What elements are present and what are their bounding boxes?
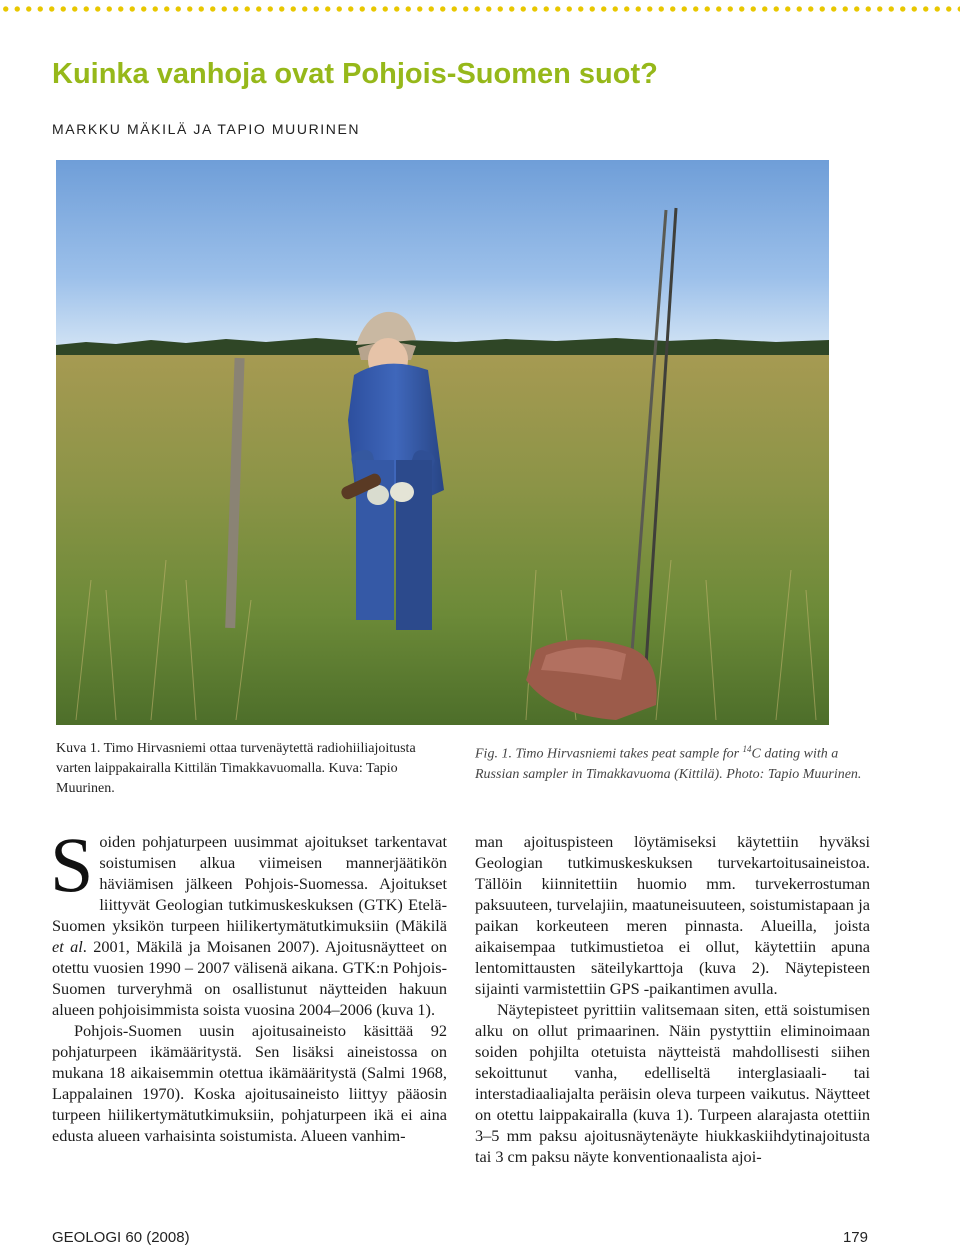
figure-photo: [56, 160, 829, 725]
paragraph-2: Pohjois-Suomen uusin ajoitusaineisto käsittää 92 pohjaturpeen ikämääritystä. Sen lisäksi aineistossa on mukana 18 aikaisemmin otettua ikämääritystä (Salmi 1968, Lappalainen 1970). Koska ajoitusaineisto liittyy pääosin turpeen hiilikertymätutkimuksiin, pohjaturpeen ikä ei aina edusta alueen varhaisinta soistumista. Alueen vanhim-: [52, 1021, 447, 1145]
dropcap-letter: S: [50, 821, 94, 908]
caption-en-superscript: 14: [742, 744, 752, 754]
journal-name: GEOLOGI 60 (2008): [52, 1229, 190, 1246]
paragraph-1: [50, 821, 448, 1020]
citation-et-al: et al: [52, 937, 83, 956]
figure-caption-finnish: Kuva 1. Timo Hirvasniemi ottaa turvenäytettä radiohiiliajoitusta varten laippakairalla Kittilän Timakkavuomalla. Kuva: Tapio Muurinen.: [56, 741, 416, 796]
peatland-photo-icon: [56, 160, 829, 725]
paragraph-1-text-a: oiden pohjaturpeen uusimmat ajoitukset tarkentavat soistumisen alkua viimeisen mannerjäätikön häviämisen jälkeen Pohjois-Suomessa. Ajoitukset liittyvät Geologian tutkimuskeskuksen (GTK) Etelä-Suomen yksikön turpeen hiilikertymätutkimuksiin (Mäkilä: [52, 832, 447, 935]
article-title: Kuinka vanhoja ovat Pohjois-Suomen suot?: [52, 58, 658, 90]
caption-en-part2: C dating with a Russian sampler in Timakkavuoma (Kittilä). Photo: Tapio Muurinen.: [475, 746, 862, 782]
body-column-left: [50, 821, 448, 1146]
article-authors: MARKKU MÄKILÄ JA TAPIO MUURINEN: [52, 121, 361, 137]
caption-en-part1: Fig. 1. Timo Hirvasniemi takes peat sample for: [475, 746, 743, 762]
figure-caption-english: [475, 739, 870, 785]
page-number: 179: [842, 1229, 868, 1246]
paragraph-1-text-b: . 2001, Mäkilä ja Moisanen 2007). Ajoitusnäytteet on otettu vuosien 1990 – 2007 välisenä aikana. GTK:n Pohjois-Suomen turveryhmä on osallistunut näytteiden hakuun alueen pohjoisimmista soista vuosina 2004–2006 (kuva 1).: [52, 937, 448, 1019]
paragraph-3: man ajoituspisteen löytämiseksi käytettiin hyväksi Geologian tutkimuskeskuksen turvekartoitusaineistoa. Tällöin kiinnitettiin huomio mm. turvekerrostuman paksuuteen, turvelajiin, maatuneisuuteen, soistumistapaan ja paikan korkeuteen meren pinnasta. Alueilla, joista aikaisempaa tutkimustietoa ei ollut, käytettiin apuna lentomittausten säteilykarttoja (kuva 2). Näytepisteen sijainti varmistettiin GPS -paikantimen avulla.: [475, 832, 870, 998]
body-column-right: [475, 831, 870, 1167]
paragraph-4: Näytepisteet pyrittiin valitsemaan siten, että soistumisen alku on ollut primaarinen. Näin pystyttiin eliminoimaan soiden pohjilta otetuista näytteistä mahdollisesti siihen sekoittunut vanha, edelliseltä interglasiaali- tai interstadiaaliajalta peräisin oleva turpeen vaikutus. Näytteet on otettu laippakairalla (kuva 1). Turpeen alarajasta otettiin 3–5 mm paksu ajoitusnäytenäyte hiukkaskiihdytinajoitusta tai 3 cm paksu näyte konventionaalista ajoi-: [475, 1000, 870, 1166]
decorative-dot-border: [0, 3, 960, 15]
